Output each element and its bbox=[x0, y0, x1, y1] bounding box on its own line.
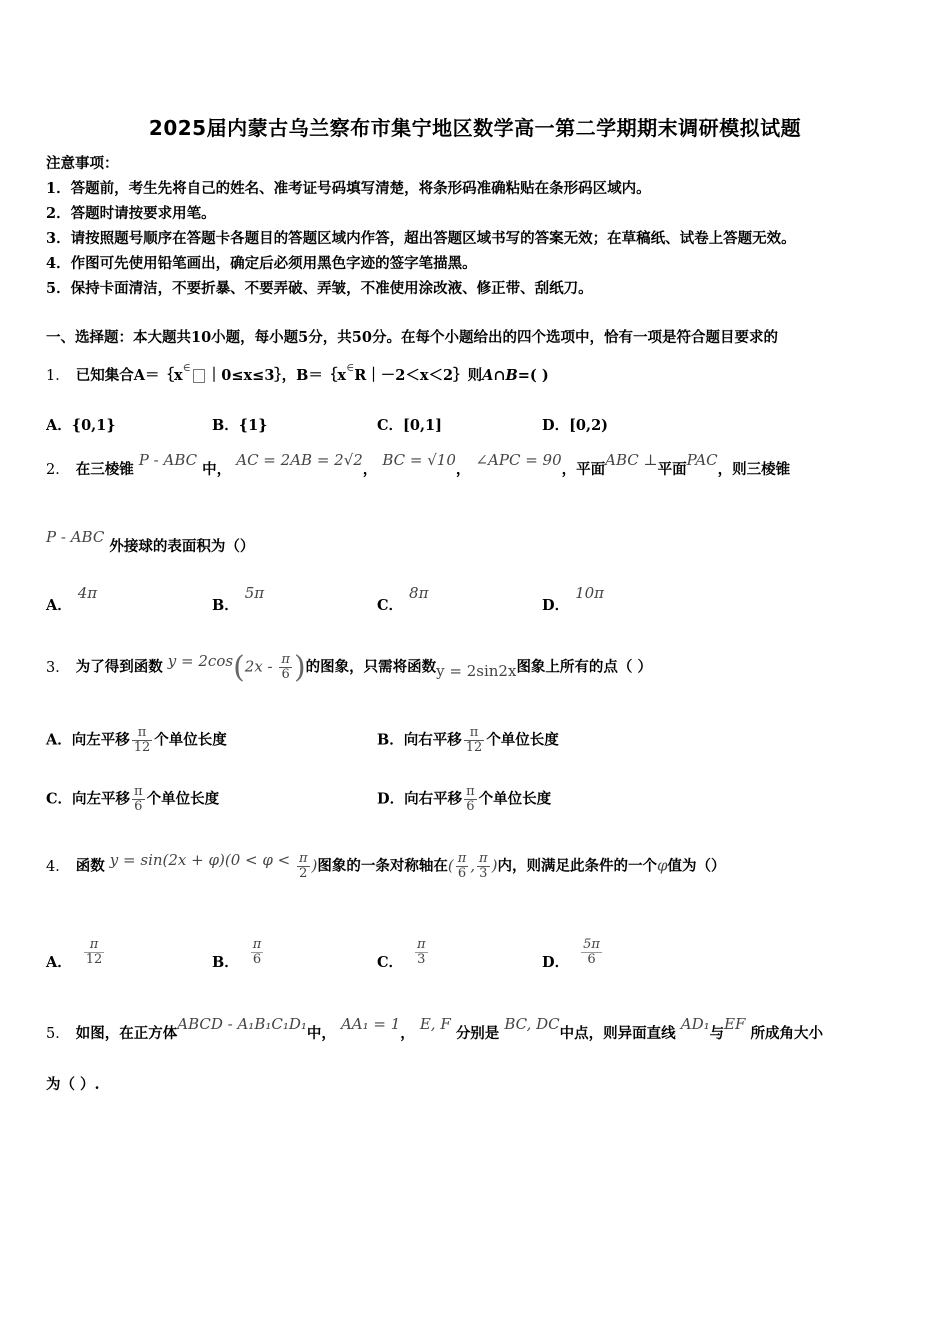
q1-option-b[interactable]: B．{1} bbox=[212, 417, 268, 434]
option-value: 5π bbox=[244, 584, 265, 602]
q2-math: AC = 2AB = 2√2 bbox=[236, 451, 363, 469]
element-of-symbol: ∈ bbox=[182, 361, 191, 374]
q5-text: 如图，在正方体 bbox=[75, 1025, 178, 1042]
q2-text: ， bbox=[455, 461, 471, 478]
q2-math: PAC bbox=[686, 451, 718, 469]
q2-math: ABC ⊥ bbox=[605, 451, 658, 469]
option-value: 4π bbox=[77, 584, 98, 602]
question-5 bbox=[46, 1015, 824, 1043]
q2-option-a[interactable] bbox=[46, 584, 98, 615]
q1-text: =( ) bbox=[517, 367, 549, 384]
option-label: C． bbox=[377, 597, 404, 614]
q4-text: 函数 bbox=[75, 857, 105, 875]
q5-text: 所成角大小 bbox=[750, 1025, 824, 1042]
q3-text: 的图象，只需将函数 bbox=[305, 658, 437, 676]
page-title: 2025届内蒙古乌兰察布市集宁地区数学高一第二学期期末调研模拟试题 bbox=[148, 116, 802, 140]
question-1 bbox=[46, 361, 549, 385]
q5-math: E, F bbox=[419, 1015, 451, 1033]
q1-intersection: A∩B bbox=[482, 367, 518, 384]
q3-text: 图象上所有的点（ ） bbox=[516, 658, 652, 676]
q3-math: y = 2cos bbox=[167, 651, 234, 670]
question-4 bbox=[46, 852, 725, 881]
q3-option-a[interactable]: A．向左平移 $\frac{\pi}{12}$ 个单位长度 bbox=[46, 725, 227, 755]
q3-math: 2x - bbox=[244, 657, 278, 676]
q4-fraction: $\frac{\pi}{2}$ bbox=[298, 851, 308, 881]
element-of-symbol: ∈ bbox=[346, 361, 355, 374]
q2-math: P - ABC bbox=[138, 451, 198, 469]
q4-math: ) bbox=[491, 856, 498, 875]
q4-option-c[interactable]: C． $\frac{\pi}{3}$ bbox=[377, 937, 426, 971]
q4-text: 内，则满足此条件的一个 bbox=[497, 857, 657, 875]
q5-math: ABCD - A₁B₁C₁D₁ bbox=[177, 1015, 307, 1033]
q4-math: y = sin(2x + φ)(0 < φ < bbox=[109, 850, 295, 869]
q5-math: BC, DC bbox=[504, 1015, 560, 1033]
option-label: A． bbox=[46, 597, 72, 614]
option-value: 10π bbox=[575, 584, 605, 602]
q1-option-c[interactable]: C．[0,1] bbox=[377, 417, 442, 434]
q4-text: 值为（） bbox=[667, 857, 726, 875]
q2-option-d[interactable] bbox=[542, 584, 605, 615]
question-3 bbox=[46, 650, 652, 685]
q5-text: ， bbox=[400, 1025, 415, 1042]
q2-text: ， bbox=[362, 461, 378, 478]
q5-text: 中点，则异面直线 bbox=[559, 1025, 676, 1042]
q3-option-d[interactable]: D．向右平移 $\frac{\pi}{6}$ 个单位长度 bbox=[377, 784, 552, 814]
q4-text: 图象的一条对称轴在 bbox=[317, 857, 448, 875]
note-item-4: 4．作图可先使用铅笔画出，确定后必须用黑色字迹的签字笔描黑。 bbox=[46, 255, 477, 272]
option-label: B． bbox=[212, 597, 239, 614]
q5-math: AA₁ = 1 bbox=[340, 1015, 401, 1033]
q2-math: ∠APC = 90 bbox=[475, 451, 562, 469]
notes-heading: 注意事项： bbox=[46, 155, 119, 172]
question-number: 5． bbox=[46, 1026, 70, 1042]
q5-text: 与 bbox=[709, 1025, 725, 1042]
q2-option-c[interactable] bbox=[377, 584, 429, 615]
q4-math: ( bbox=[447, 856, 454, 875]
note-item-3: 3．请按照题号顺序在答题卡各题目的答题区域内作答，超出答题区域书写的答案无效；在草稿纸、试卷上答题无效。 bbox=[46, 230, 796, 247]
q1-text: ｜0≤x≤3｝，B＝｛x bbox=[206, 367, 347, 384]
q4-fraction: $\frac{\pi}{3}$ bbox=[479, 851, 488, 881]
option-label: D． bbox=[542, 597, 570, 614]
q2-math: P - ABC bbox=[46, 528, 105, 546]
q2-text: 外接球的表面积为（） bbox=[109, 538, 255, 555]
note-item-1: 1．答题前，考生先将自己的姓名、准考证号码填写清楚，将条形码准确粘贴在条形码区域内。 bbox=[46, 180, 651, 197]
q4-option-a[interactable]: A． $\frac{\pi}{12}$ bbox=[46, 937, 103, 971]
q3-text: 为了得到函数 bbox=[75, 658, 163, 676]
section-heading: 一、选择题：本大题共10小题，每小题5分，共50分。在每个小题给出的四个选项中，恰有一项是符合题目要求的 bbox=[46, 329, 778, 346]
note-item-5: 5．保持卡面清洁，不要折暴、不要弄破、弄皱，不准使用涂改液、修正带、刮纸刀。 bbox=[46, 280, 593, 297]
question-5-cont: 为（ ）. bbox=[46, 1076, 100, 1093]
q5-math: EF bbox=[724, 1015, 746, 1033]
q4-option-d[interactable]: D． $\frac{5\pi}{6}$ bbox=[542, 937, 600, 971]
question-number: 1． bbox=[46, 368, 70, 384]
q1-option-d[interactable]: D．[0,2) bbox=[542, 417, 609, 434]
q2-text: ，则三棱锥 bbox=[717, 461, 791, 478]
q4-math: φ bbox=[656, 856, 668, 875]
q2-text: 平面 bbox=[657, 461, 687, 478]
question-2 bbox=[46, 451, 791, 479]
q4-option-b[interactable]: B． $\frac{\pi}{6}$ bbox=[212, 937, 262, 971]
q4-math: ) bbox=[311, 856, 318, 875]
q3-option-b[interactable]: B．向右平移 $\frac{\pi}{12}$ 个单位长度 bbox=[377, 725, 559, 755]
q2-math: BC = √10 bbox=[382, 451, 456, 469]
q3-math: y = 2sin2x bbox=[436, 661, 517, 680]
question-2-cont bbox=[46, 528, 255, 556]
q1-option-a[interactable]: A．{0,1} bbox=[46, 417, 116, 434]
q2-option-b[interactable] bbox=[212, 584, 265, 615]
q3-option-c[interactable]: C．向左平移 $\frac{\pi}{6}$ 个单位长度 bbox=[46, 784, 220, 814]
question-number: 3． bbox=[46, 659, 70, 676]
q2-text: 在三棱锥 bbox=[75, 461, 134, 478]
q4-fraction: $\frac{\pi}{6}$ bbox=[457, 851, 467, 881]
q1-text: 已知集合A＝｛x bbox=[75, 367, 183, 384]
q5-text: 分别是 bbox=[455, 1025, 500, 1042]
question-number: 4． bbox=[46, 858, 70, 875]
q2-text: ，平面 bbox=[561, 461, 606, 478]
missing-glyph-icon bbox=[193, 369, 205, 383]
right-paren: ) bbox=[293, 650, 306, 685]
q4-math: , bbox=[470, 856, 476, 875]
q5-text: 中， bbox=[306, 1025, 336, 1042]
option-value: 8π bbox=[409, 584, 429, 602]
note-item-2: 2．答题时请按要求用笔。 bbox=[46, 205, 216, 222]
q5-math: AD₁ bbox=[680, 1015, 710, 1033]
q3-fraction: $\frac{\pi}{6}$ bbox=[281, 652, 290, 682]
q2-text: 中， bbox=[202, 461, 232, 478]
q1-text: R｜－2＜x＜2｝则 bbox=[354, 367, 483, 384]
question-number: 2． bbox=[46, 462, 70, 478]
left-paren: ( bbox=[233, 650, 245, 685]
